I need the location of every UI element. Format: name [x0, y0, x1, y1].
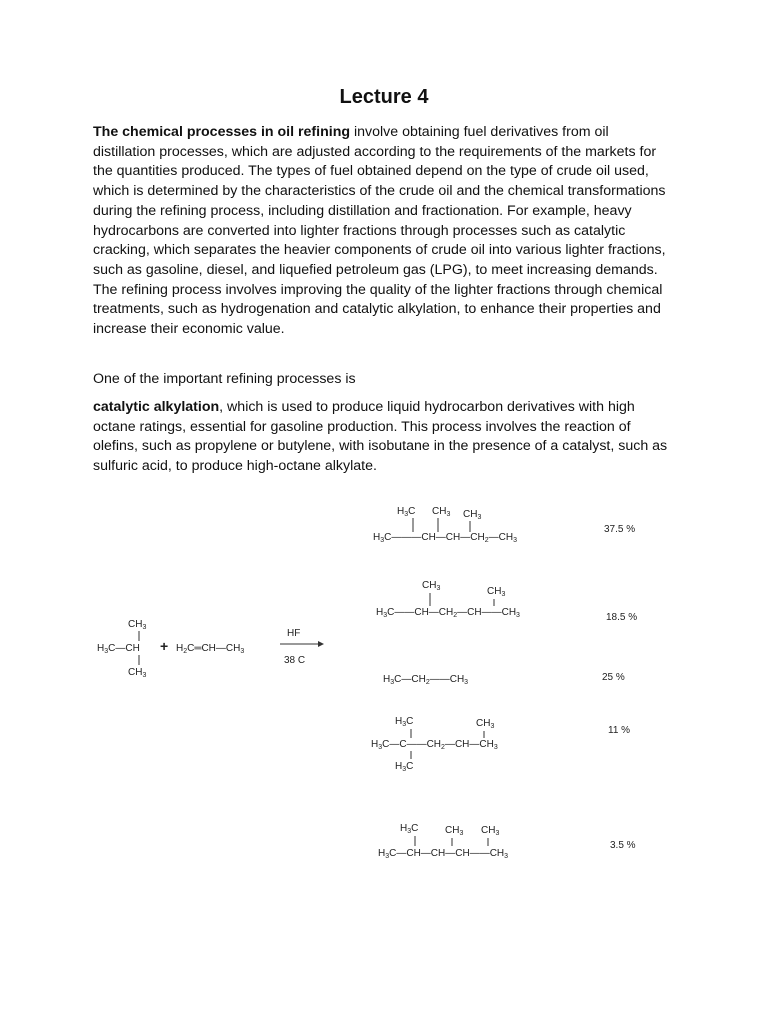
svg-text:H3C—CH2——CH3: $H_3C—CH_2——CH_3$: [383, 674, 469, 686]
temperature-label: 38 C: [284, 655, 306, 666]
propylene-structure: [176, 643, 244, 655]
svg-text:CH3: $CH_3$: [128, 619, 147, 631]
product-3-structure: [383, 674, 468, 686]
intro-bold-phrase: The chemical processes in oil refining: [93, 124, 351, 140]
svg-text:H3C———CH—CH—CH2—CH3: $H_3C———CH—CH—CH_2—CH_3$: [373, 532, 517, 544]
alkylation-bold-phrase: catalytic alkylation: [93, 399, 220, 415]
svg-text:CH3: $CH_3$: [128, 667, 147, 679]
svg-text:CH3: $CH_3$: [422, 580, 441, 592]
svg-text:H3C: $H_3C$: [395, 716, 414, 728]
page-title: Lecture 4: [339, 86, 429, 108]
svg-text:H2C═CH—CH3: $H_2C═CH—CH_3$: [176, 643, 245, 655]
product-4-structure: [371, 716, 498, 773]
product-5-yield: 3.5 %: [610, 840, 636, 851]
svg-text:H3C: $H_3C$: [395, 761, 414, 773]
svg-text:H3C—C——CH2—CH—CH3: $H_3C—C——CH_2—CH—CH_3$: [371, 739, 498, 751]
svg-text:H3C——CH—CH2—CH——CH3: $H_3C——CH—CH_2—CH——CH_3$: [376, 607, 520, 619]
alkylation-text: , which is used to produce liquid hydrocarbon derivatives with high octane ratings, essential for gasoline production. This process involves the reaction of olefins, such as propylene or butylene, with isobutane in the presence of a catalyst, such as sulfuric acid, to produce high-octane alkylate.: [93, 399, 668, 475]
product-1-structure: [373, 506, 517, 544]
refining-intro-line: One of the important refining processes is: [93, 371, 356, 387]
svg-text:H3C: $H_3C$: [397, 506, 416, 518]
svg-text:CH3: $CH_3$: [481, 825, 500, 837]
svg-text:CH3: $CH_3$: [487, 586, 506, 598]
product-2-yield: 18.5 %: [606, 612, 638, 623]
svg-text:CH3: $CH_3$: [463, 509, 482, 521]
svg-text:H3C—CH: $H_3C—CH$: [97, 643, 140, 655]
product-4-yield: 11 %: [608, 725, 631, 736]
product-2-structure: [376, 580, 520, 619]
svg-text:CH3: $CH_3$: [432, 506, 451, 518]
svg-text:CH3: $CH_3$: [445, 825, 464, 837]
catalyst-label: HF: [287, 628, 301, 639]
svg-text:H3C: $H_3C$: [400, 823, 419, 835]
product-5-structure: [378, 823, 508, 860]
arrow-head: [318, 641, 324, 647]
isobutane-structure: [97, 619, 146, 679]
product-3-yield: 25 %: [602, 672, 625, 683]
svg-text:H3C—CH—CH—CH——CH3: $H_3C—CH—CH—CH——CH_3$: [378, 848, 509, 860]
product-1-yield: 37.5 %: [604, 524, 636, 535]
intro-text: involve obtaining fuel derivatives from oil distillation processes, which are adjusted according to the requirements of the markets for the quantities produced. The types of fuel obtained depend on the type of crude oil used, which is determined by the characteristics of the crude oil and the chemical transformations during the refining process, including distillation and fractionation. For example, heavy hydrocarbons are converted into lighter fractions through processes such as catalytic cracking, which separates the heavier components of crude oil into various lighter fractions, such as gasoline, diesel, and liquefied petroleum gas (LPG), to meet increasing demands. The refining process involves improving the quality of the lighter fractions through chemical treatments, such as hydrogenation and catalytic alkylation, to enhance their properties and increase their economic value.: [93, 124, 666, 338]
plus-sign: +: [160, 638, 169, 654]
svg-text:CH3: $CH_3$: [476, 718, 495, 730]
